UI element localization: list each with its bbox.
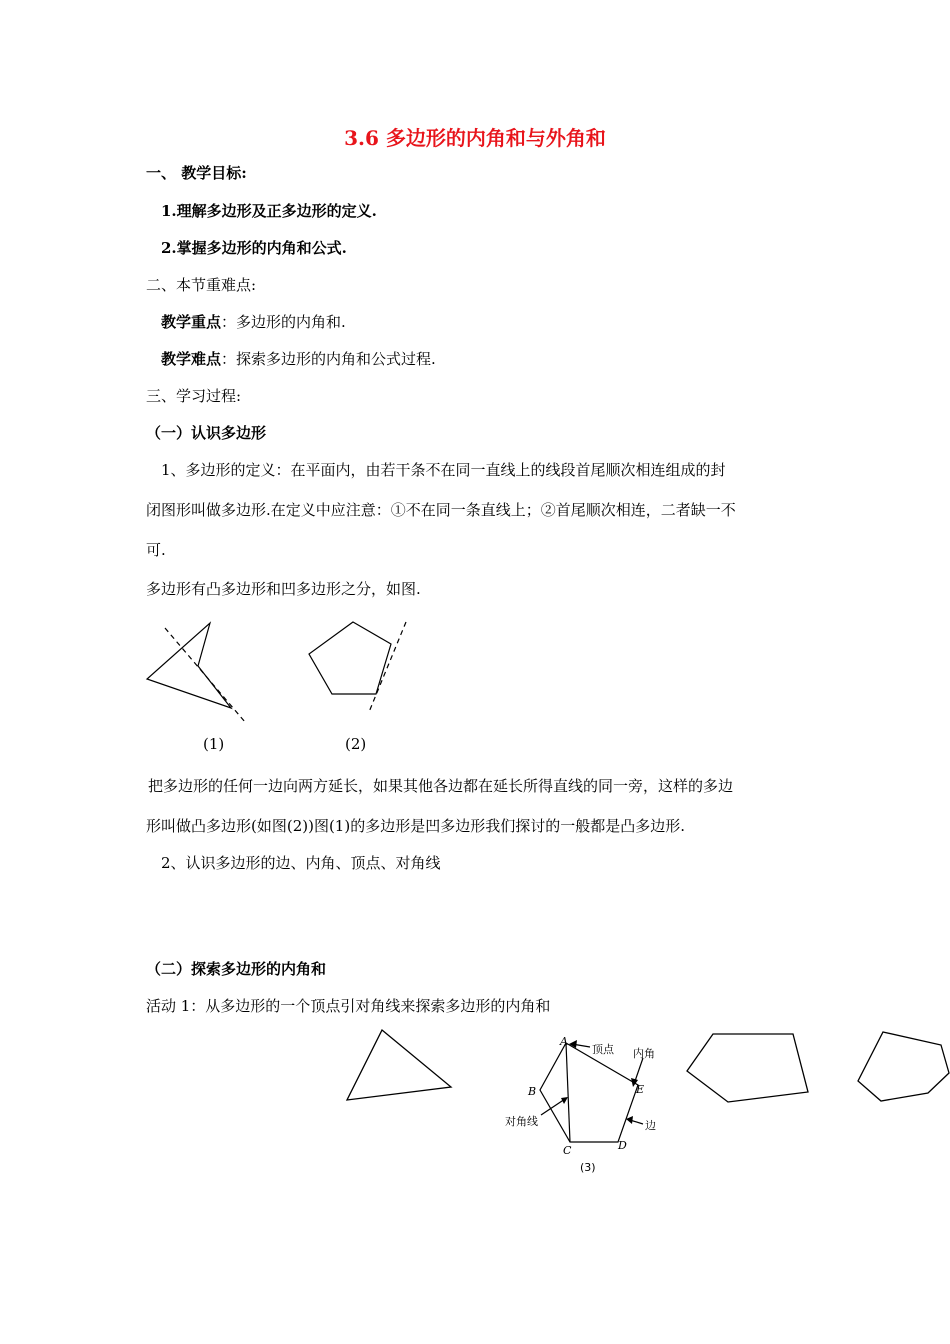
difficult-label: 教学难点 [161, 350, 222, 368]
definition-line-3: 可. [146, 541, 166, 559]
point-e: E [636, 1083, 645, 1096]
section3-heading: 三、学习过程: [146, 387, 242, 405]
goal-2: 2.掌握多边形的内角和公式. [161, 239, 347, 257]
subsection-1: （一）认识多边形 [146, 424, 267, 442]
figure-2-label: (2) [345, 735, 367, 753]
section1-heading: 一、 教学目标: [146, 164, 247, 182]
extend-line-2: 形叫做凸多边形(如图(2))图(1)的多边形是凹多边形我们探讨的一般都是凸多边形. [146, 817, 685, 835]
definition-line-1: 1、多边形的定义：在平面内，由若干条不在同一直线上的线段首尾顺次相连组成的封 [161, 461, 726, 479]
key-text: ：多边形的内角和. [221, 313, 346, 331]
page-title: 3.6 多边形的内角和与外角和 [344, 126, 606, 150]
figure-1-label: (1) [203, 735, 225, 753]
key-label: 教学重点 [161, 313, 222, 331]
extend-line-1: 把多边形的任何一边向两方延长，如果其他各边都在延长所得直线的同一旁，这样的多边 [148, 777, 734, 795]
definition-line-2: 闭图形叫做多边形.在定义中应注意：①不在同一条直线上；②首尾顺次相连，二者缺一不 [146, 501, 736, 519]
item-2: 2、认识多边形的边、内角、顶点、对角线 [161, 854, 441, 872]
goal-1: 1.理解多边形及正多边形的定义. [161, 202, 377, 220]
point-c: C [563, 1144, 572, 1157]
hexagon-figure-2 [858, 1032, 949, 1101]
point-b: B [528, 1085, 537, 1098]
section2-heading: 二、本节重难点: [146, 276, 257, 294]
point-d: D [618, 1139, 627, 1152]
interior-angle-label: 内角 [633, 1047, 655, 1060]
subsection-2: （二）探索多边形的内角和 [146, 960, 327, 978]
convex-intro: 多边形有凸多边形和凹多边形之分，如图. [146, 580, 421, 598]
hexagon-figure [687, 1034, 808, 1102]
triangle-figure [347, 1030, 451, 1100]
vertex-label: 顶点 [592, 1043, 614, 1056]
side-label: 边 [645, 1119, 656, 1132]
activity-1: 活动 1：从多边形的一个顶点引对角线来探索多边形的内角和 [146, 997, 551, 1015]
difficult-text: ：探索多边形的内角和公式过程. [221, 350, 436, 368]
diagonal-label: 对角线 [505, 1115, 538, 1128]
point-a: A [560, 1035, 568, 1048]
figure-3-caption: (3) [580, 1161, 596, 1174]
